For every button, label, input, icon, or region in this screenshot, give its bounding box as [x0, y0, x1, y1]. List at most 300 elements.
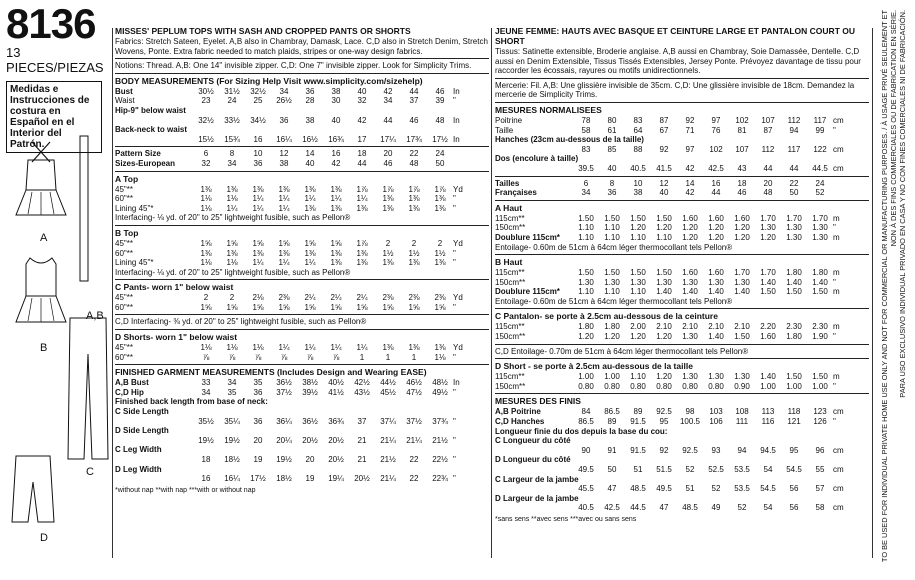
- cell-value: 36½: [302, 416, 318, 426]
- unit: Yd: [453, 238, 463, 248]
- cell-value: 88: [633, 144, 643, 154]
- cell-value: 1.30: [708, 277, 724, 287]
- table-row: [115, 185, 489, 195]
- cell-value: 42: [383, 86, 393, 96]
- cell-value: 1.30: [786, 223, 802, 233]
- cell-value: 1.40: [760, 372, 776, 382]
- cell-value: 35: [227, 387, 237, 397]
- cell-value: 1.80: [578, 322, 594, 332]
- cell-value: 67: [659, 125, 669, 135]
- cell-value: 1¼: [252, 194, 264, 204]
- cell-value: 1⅝: [356, 302, 368, 312]
- cell-value: 54.5: [786, 465, 802, 474]
- cell-value: 1.20: [734, 223, 750, 233]
- cell-value: 42.5: [604, 503, 620, 513]
- cell-value: 52: [685, 465, 695, 474]
- unit: ": [453, 258, 456, 268]
- table-row: [495, 332, 869, 342]
- cell-value: 19: [253, 455, 263, 464]
- cell-value: 1.50: [656, 213, 672, 223]
- cell-value: 21: [357, 435, 367, 445]
- view-label-b: B: [40, 342, 48, 354]
- cell-value: 1⅝: [434, 302, 446, 312]
- cell-value: 2: [385, 238, 391, 248]
- cell-value: 54: [763, 503, 773, 513]
- table-row: [495, 484, 869, 494]
- cell-value: 1.30: [734, 277, 750, 287]
- table-row: [115, 417, 489, 427]
- row-label: A,B Poitrine: [495, 407, 541, 417]
- cell-value: 1¼: [304, 258, 316, 268]
- cell-value: 1.30: [682, 277, 698, 287]
- view-label-c: C: [86, 466, 94, 478]
- cell-value: 89: [607, 417, 617, 427]
- cell-value: 39: [435, 96, 445, 106]
- row-label: [115, 135, 193, 145]
- unit: m: [833, 322, 840, 332]
- cell-value: 54: [763, 465, 773, 474]
- cell-value: 47: [607, 484, 617, 494]
- cell-value: 1.80: [812, 268, 828, 278]
- cell-value: 1⅜: [382, 203, 394, 213]
- cell-value: 1⅜: [434, 343, 446, 353]
- cell-value: 1.00: [578, 372, 594, 382]
- cell-value: 40.5: [578, 503, 594, 513]
- cell-value: 1.20: [630, 332, 646, 342]
- cell-value: 53.5: [734, 484, 750, 494]
- cell-value: 1.50: [630, 213, 646, 223]
- table-row: [115, 116, 489, 126]
- cell-value: 1.60: [734, 213, 750, 223]
- cell-value: 34: [201, 387, 211, 397]
- cell-value: 1.80: [604, 322, 620, 332]
- cell-value: 12: [659, 178, 669, 188]
- cell-value: 50: [435, 158, 445, 168]
- cell-value: 33½: [224, 115, 240, 125]
- cell-value: 17½: [432, 134, 448, 144]
- cell-value: 36: [253, 158, 263, 168]
- cell-value: 116: [761, 417, 775, 427]
- cell-value: 46: [737, 188, 747, 198]
- french-a-title: A Haut: [495, 202, 523, 213]
- cell-value: 1⅜: [382, 194, 394, 204]
- cell-value: 1.30: [812, 232, 828, 242]
- table-row: [115, 159, 489, 169]
- table-row: [115, 426, 489, 436]
- cell-value: 25: [253, 96, 263, 106]
- table-row: [495, 475, 869, 485]
- unit: m: [833, 232, 840, 242]
- unit: cm: [833, 144, 844, 154]
- cell-value: 50: [607, 465, 617, 474]
- english-fabrics: Fabrics: Stretch Sateen, Eyelet. A,B also in Chambray, Damask, Lace. C,D also in Stretch Denim, Stretch Wovens, Ponte. Extra fabric needed to match plaids, stripes or one-way design fabrics.: [115, 37, 488, 56]
- cell-value: 1⅜: [330, 248, 342, 258]
- cell-value: 1⅛: [226, 258, 238, 268]
- row-label: [495, 503, 573, 513]
- cell-value: 1¼: [278, 258, 290, 268]
- cell-value: 44: [789, 163, 799, 173]
- cell-value: 1.30: [682, 332, 698, 342]
- cell-value: 1.40: [656, 287, 672, 297]
- cell-value: 1¼: [330, 194, 342, 204]
- cell-value: 2.00: [630, 322, 646, 332]
- cell-value: 44: [357, 158, 367, 168]
- cell-value: 1.20: [604, 332, 620, 342]
- cell-value: 83: [633, 115, 643, 125]
- cell-value: 2⅜: [434, 293, 446, 303]
- cell-value: 48: [435, 115, 445, 125]
- cell-value: 20¼: [276, 435, 292, 445]
- cell-value: 1.20: [656, 332, 672, 342]
- cell-value: 1.00: [786, 381, 802, 391]
- cell-value: 1.20: [578, 332, 594, 342]
- cell-value: 33: [201, 378, 211, 388]
- cell-value: 1.50: [604, 213, 620, 223]
- french-footnote: *sans sens **avec sens ***avec ou sans sens: [495, 515, 637, 523]
- unit: ": [833, 277, 836, 287]
- cell-value: 19½: [224, 435, 240, 445]
- english-d-title: D Shorts- worn 1" below waist: [115, 332, 238, 343]
- cell-value: 21½: [380, 455, 396, 464]
- cell-value: 1.50: [812, 287, 828, 297]
- row-label: D Longueur du côté: [495, 455, 571, 465]
- french-size-table: [495, 179, 869, 198]
- cell-value: 123: [813, 407, 827, 417]
- cell-value: 1⅜: [330, 203, 342, 213]
- cell-value: 91.5: [630, 445, 646, 455]
- english-b-interfacing: Interfacing- ⅛ yd. of 20" to 25" lightweight fusible, such as Pellon®: [115, 267, 351, 277]
- cell-value: 45.5: [578, 484, 594, 494]
- cell-value: 1.50: [578, 268, 594, 278]
- cell-value: 87: [659, 115, 669, 125]
- cell-value: 34: [227, 158, 237, 168]
- cell-value: 99: [815, 125, 825, 135]
- cell-value: 1: [385, 352, 391, 362]
- table-row: [495, 188, 869, 198]
- left-panel: [6, 0, 110, 574]
- cell-value: 1⅜: [434, 258, 446, 268]
- cell-value: 76: [711, 125, 721, 135]
- row-label: Bust: [115, 86, 133, 96]
- cell-value: 32: [201, 158, 211, 168]
- cell-value: 1⅜: [408, 194, 420, 204]
- english-column: [115, 26, 489, 495]
- cell-value: 1.30: [656, 277, 672, 287]
- cell-value: 1⅞: [382, 184, 394, 194]
- cell-value: 1.80: [786, 332, 802, 342]
- cell-value: 17¼: [380, 134, 396, 144]
- cell-value: 1.20: [682, 232, 698, 242]
- table-row: [115, 397, 489, 407]
- french-d-table: [495, 372, 869, 391]
- table-row: [115, 455, 489, 465]
- cell-value: 55: [815, 465, 825, 474]
- cell-value: 112: [761, 144, 775, 154]
- cell-value: 50: [789, 188, 799, 198]
- row-label: Doublure 115cm*: [495, 287, 560, 297]
- cell-value: 1.60: [682, 268, 698, 278]
- unit: m: [833, 287, 840, 297]
- cell-value: 92.5: [682, 445, 698, 455]
- cell-value: 49: [711, 503, 721, 513]
- french-finished-title: MESURES DES FINIS: [495, 396, 581, 407]
- cell-value: 1⅜: [304, 203, 316, 213]
- cell-value: 37¼: [380, 416, 396, 426]
- cell-value: 1.60: [760, 332, 776, 342]
- table-row: [115, 378, 489, 388]
- cell-value: 1¼: [278, 194, 290, 204]
- row-label: 45"**: [115, 343, 133, 353]
- cell-value: 1.70: [786, 213, 802, 223]
- cell-value: 52: [737, 503, 747, 513]
- row-label: Longueur finie du dos depuis la base du cou:: [495, 426, 668, 436]
- cell-value: 1⅝: [252, 238, 264, 248]
- cell-value: 1.30: [734, 372, 750, 382]
- cell-value: 1.20: [708, 232, 724, 242]
- cell-value: 1.40: [708, 332, 724, 342]
- cell-value: 1⅜: [278, 184, 290, 194]
- cell-value: 1⅝: [304, 238, 316, 248]
- row-label: [115, 455, 193, 465]
- unit: cm: [833, 445, 844, 455]
- cell-value: 111: [735, 417, 749, 427]
- row-label: D Leg Width: [115, 464, 162, 474]
- row-label: 60"**: [115, 194, 133, 204]
- cell-value: 1.50: [812, 372, 828, 382]
- cell-value: ⅞: [280, 352, 288, 362]
- cell-value: 1¼: [304, 343, 316, 353]
- cell-value: 14: [305, 149, 315, 159]
- cell-value: 100.5: [679, 417, 701, 427]
- cell-value: 0.80: [708, 381, 724, 391]
- cell-value: 39.5: [578, 163, 594, 173]
- cell-value: 1⅛: [226, 194, 238, 204]
- table-row: [495, 503, 869, 513]
- cell-value: 1.30: [630, 277, 646, 287]
- cell-value: 1.50: [786, 372, 802, 382]
- unit: In: [453, 86, 460, 96]
- cell-value: 1.20: [656, 372, 672, 382]
- unit: Yd: [453, 293, 463, 303]
- cell-value: 1.70: [760, 213, 776, 223]
- row-label: Poitrine: [495, 115, 523, 125]
- cell-value: 1.10: [578, 223, 594, 233]
- cell-value: 97: [685, 144, 695, 154]
- cell-value: 36: [253, 416, 263, 426]
- table-row: [495, 287, 869, 297]
- cell-value: 1⅜: [408, 203, 420, 213]
- row-label: Taille: [495, 125, 514, 135]
- cell-value: 2.20: [760, 322, 776, 332]
- table-row: [495, 126, 869, 136]
- cell-value: 1¼: [226, 203, 238, 213]
- cell-value: 2: [437, 238, 443, 248]
- english-b-table: [115, 239, 489, 268]
- french-b-title: B Haut: [495, 257, 523, 268]
- cell-value: 1¼: [278, 203, 290, 213]
- cell-value: 20: [383, 149, 393, 159]
- cell-value: 1⅜: [252, 248, 264, 258]
- unit: cm: [833, 407, 844, 417]
- unit: m: [833, 372, 840, 382]
- cell-value: 16½: [302, 134, 318, 144]
- table-row: [495, 427, 869, 437]
- cell-value: 81: [737, 125, 747, 135]
- cell-value: 113: [761, 407, 775, 417]
- cell-value: 26½: [276, 96, 292, 106]
- unit: cm: [833, 115, 844, 125]
- cell-value: 1⅛: [200, 258, 212, 268]
- cell-value: 112: [787, 115, 801, 125]
- table-row: [115, 474, 489, 484]
- row-label: Waist: [115, 96, 135, 106]
- cell-value: 92: [685, 115, 695, 125]
- row-label: 45"**: [115, 238, 133, 248]
- cell-value: 52: [711, 484, 721, 494]
- unit: ": [833, 381, 836, 391]
- cell-value: 34½: [250, 115, 266, 125]
- french-a-table: [495, 214, 869, 243]
- cell-value: 16¾: [328, 134, 344, 144]
- table-row: [115, 343, 489, 353]
- unit: [833, 179, 845, 189]
- cell-value: 18: [357, 149, 367, 159]
- row-label: 115cm**: [495, 213, 525, 223]
- cell-value: 1.40: [734, 287, 750, 297]
- cell-value: 22: [409, 149, 419, 159]
- cell-value: 118: [787, 407, 801, 417]
- row-label: 60"**: [115, 248, 133, 258]
- cell-value: 122: [813, 144, 827, 154]
- cell-value: ⅞: [306, 352, 314, 362]
- cell-value: 42: [331, 158, 341, 168]
- row-label: C,D Hanches: [495, 417, 545, 427]
- cell-value: 36: [607, 188, 617, 198]
- cell-value: 1.20: [656, 223, 672, 233]
- english-body-title: BODY MEASUREMENTS (For Sizing Help Visit www.simplicity.com/sizehelp): [115, 75, 423, 86]
- row-label: [495, 145, 573, 155]
- cell-value: 8: [609, 178, 615, 188]
- english-c-title: C Pants- worn 1" below waist: [115, 282, 234, 293]
- cell-value: 51.5: [656, 465, 672, 474]
- cell-value: 32½: [198, 115, 214, 125]
- row-label: Françaises: [495, 188, 537, 198]
- cell-value: 1.50: [786, 287, 802, 297]
- cell-value: 49.5: [656, 484, 672, 494]
- cell-value: 2.10: [682, 322, 698, 332]
- unit: ": [833, 332, 836, 342]
- table-row: [115, 407, 489, 417]
- cell-value: 37½: [276, 387, 292, 397]
- cell-value: 1⅝: [408, 302, 420, 312]
- cell-value: 1⅝: [252, 302, 264, 312]
- row-label: 60"**: [115, 302, 133, 312]
- unit: Yd: [453, 343, 463, 353]
- table-row: [115, 353, 489, 363]
- cell-value: 22½: [432, 455, 448, 464]
- table-row: [115, 194, 489, 204]
- cell-value: 34: [581, 188, 591, 198]
- pattern-number: 8136: [6, 0, 96, 47]
- divider-right: [872, 28, 873, 558]
- cell-value: 86.5: [578, 417, 594, 427]
- table-row: [495, 154, 869, 164]
- unit: ": [453, 474, 456, 484]
- cell-value: 35¼: [224, 416, 240, 426]
- cell-value: 44½: [380, 378, 396, 388]
- cell-value: 18½: [276, 474, 292, 484]
- unit: ": [453, 248, 456, 258]
- table-row: [115, 149, 489, 159]
- cell-value: 22: [409, 455, 419, 464]
- cell-value: 1⅞: [434, 184, 446, 194]
- table-row: [495, 179, 869, 189]
- cell-value: 96: [815, 445, 825, 455]
- cell-value: 40.5: [630, 163, 646, 173]
- cell-value: 35½: [198, 416, 214, 426]
- cell-value: 83: [581, 144, 591, 154]
- cell-value: 10: [253, 149, 263, 159]
- cell-value: 1⅜: [200, 248, 212, 258]
- cell-value: 51: [633, 465, 643, 474]
- cell-value: 61: [607, 125, 617, 135]
- cell-value: 1⅛: [200, 194, 212, 204]
- cell-value: 1⅜: [408, 258, 420, 268]
- cell-value: 38: [305, 115, 315, 125]
- cell-value: 1.60: [708, 213, 724, 223]
- unit: Yd: [453, 184, 463, 194]
- cell-value: 2.30: [812, 322, 828, 332]
- cell-value: 0.80: [630, 381, 646, 391]
- cell-value: 1.10: [630, 372, 646, 382]
- cell-value: 10: [633, 178, 643, 188]
- cell-value: 2: [411, 238, 417, 248]
- french-b-table: [495, 268, 869, 297]
- row-label: [495, 164, 573, 174]
- cell-value: 1½: [382, 248, 394, 258]
- row-label: D Largeur de la jambe: [495, 493, 579, 503]
- cell-value: 1⅜: [330, 184, 342, 194]
- cell-value: 80: [607, 115, 617, 125]
- cell-value: 1⅜: [252, 184, 264, 194]
- cell-value: 20½: [328, 455, 344, 464]
- cell-value: 46: [409, 115, 419, 125]
- cell-value: 19: [305, 474, 315, 484]
- cell-value: 1¼: [278, 343, 290, 353]
- cell-value: 87: [763, 125, 773, 135]
- cell-value: 44: [763, 163, 773, 173]
- view-a-sketch: [10, 140, 80, 230]
- cell-value: 53.5: [734, 465, 750, 474]
- cell-value: 106: [709, 417, 723, 427]
- unit: ": [453, 435, 456, 445]
- cell-value: 95: [659, 417, 669, 427]
- row-label: Pattern Size: [115, 149, 161, 159]
- cell-value: 24: [227, 96, 237, 106]
- table-row: [495, 223, 869, 233]
- english-cd-interfacing: C,D Interfacing- ⅜ yd. of 20" to 25" lightweight fusible, such as Pellon®: [115, 317, 367, 327]
- cell-value: 21: [357, 455, 367, 464]
- cell-value: 64: [633, 125, 643, 135]
- table-row: [495, 233, 869, 243]
- cell-value: 1⅜: [356, 203, 368, 213]
- cell-value: 1.30: [786, 232, 802, 242]
- table-row: [495, 417, 869, 427]
- unit: In: [453, 134, 460, 144]
- cell-value: 95: [789, 445, 799, 455]
- row-label: [115, 417, 193, 427]
- cell-value: ⅞: [202, 352, 210, 362]
